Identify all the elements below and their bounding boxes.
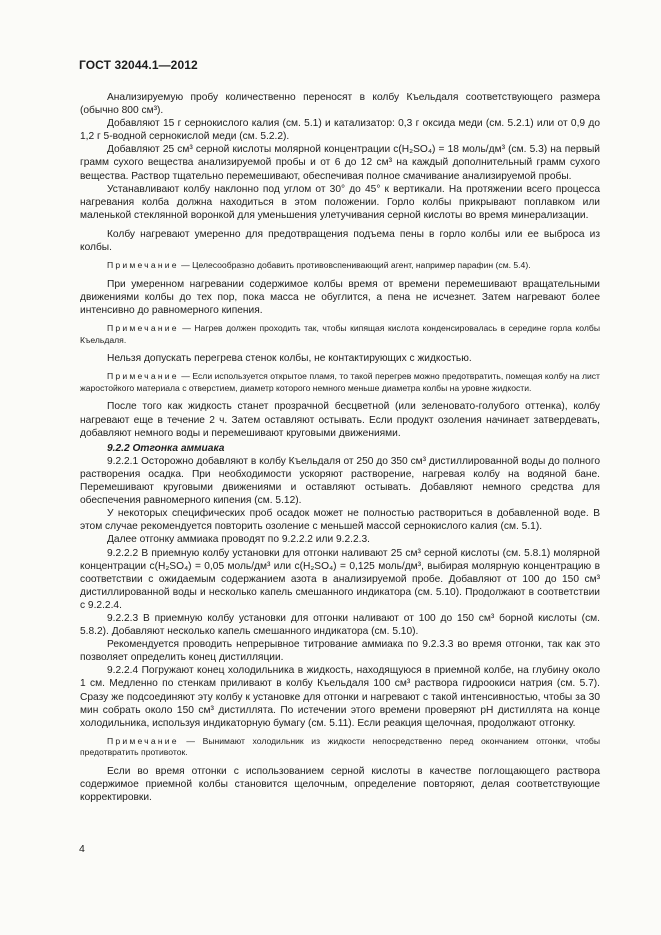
paragraph: При умеренном нагревании содержимое колбы время от времени перемешивают вращательными движениями колбы до тех пор, пока масса не обуглится, а пена не исчезнет. Затем нагревают более интенсивно до равномерного кипения. — [80, 278, 600, 316]
note — [80, 260, 600, 272]
note-label: Примечание — [107, 735, 179, 746]
page-number: 4 — [79, 843, 85, 855]
document-header: ГОСТ 32044.1—2012 — [79, 58, 198, 72]
note — [80, 371, 600, 394]
paragraph: У некоторых специфических проб осадок может не полностью раствориться в добавленной воде. В этом случае рекомендуется повторить озоление с меньшей массой сернокислого калия (см. 5.1). — [80, 508, 600, 533]
note-text: — Если используется открытое пламя, то такой перегрев можно предотвратить, помещая колбу на лист жаростойкого материала с отверстием, диаметр которого немного меньше диаметра колбы на уровне жидкости. — [80, 371, 600, 393]
paragraph: Рекомендуется проводить непрерывное титрование аммиака по 9.2.3.3 во время отгонки, так как это позволяет определить конец дистилляции. — [80, 639, 600, 664]
paragraph: Устанавливают колбу наклонно под углом от 30° до 45° к вертикали. На протяжении всего процесса нагревания колба должна находиться в этом положении. Горло колбы прикрывают поплавком или маленькой стеклянной воронкой для уменьшения улетучивания серной кислоты во время минерализации. — [80, 183, 600, 221]
paragraph: Добавляют 15 г сернокислого калия (см. 5.1) и катализатор: 0,3 г оксида меди (см. 5.2.1) или от 0,9 до 1,2 г 5-водной сернокислой меди (см. 5.2.2). — [80, 118, 600, 143]
paragraph: 9.2.2.3 В приемную колбу установки для отгонки наливают от 100 до 150 см³ борной кислоты (см. 5.8.2). Добавляют несколько капель смешанного индикатора (см. 5.10). — [80, 612, 600, 638]
paragraph: Далее отгонку аммиака проводят по 9.2.2.2 или 9.2.2.3. — [107, 534, 370, 546]
note — [80, 736, 600, 759]
document-body — [80, 91, 600, 804]
paragraph: Анализируемую пробу количественно переносят в колбу Къельдаля соответствующего размера (обычно 800 см³). — [80, 92, 600, 117]
paragraph: Колбу нагревают умеренно для предотвращения подъема пены в горло колбы или ее выброса из колбы. — [80, 228, 600, 254]
paragraph: После того как жидкость станет прозрачной бесцветной (или зеленовато-голубого оттенка), колбу нагревают еще в течение 2 ч. Затем оставляют остывать. Если продукт озоления начинает затвердевать, добавляют немного воды и перемешивают круговыми движениями. — [80, 401, 600, 439]
paragraph: Если во время отгонки с использованием серной кислоты в качестве поглощающего раствора содержимое приемной колбы становится щелочным, определение повторяют, делая соответствующие корректировки. — [80, 766, 600, 804]
note-label: Примечание — [107, 260, 179, 271]
paragraph: 9.2.2.4 Погружают конец холодильника в жидкость, находящуюся в приемной колбе, на глубину около 1 см. Медленно по стенкам приливают в колбу Къельдаля 100 см³ раствора гидроокиси натрия (см. 5.7). Сразу же подсоединяют эту колбу к установке для отгонки и нагревают с такой интенсивностью, чтобы за 30 мин собрать около 150 см³ дистиллята. По истечении этого времени проверяют pH дистиллята на конце холодильника, используя индикаторную бумагу (см. 5.11). Если реакция щелочная, продолжают отгонку. — [80, 665, 600, 729]
paragraph: Добавляют 25 см³ серной кислоты молярной концентрации c(H₂SO₄) = 18 моль/дм³ (см. 5.3) на первый грамм сухого вещества анализируемой пробы и от 6 до 12 см³ на каждый дополнительный грамм сухого вещества. Раствор тщательно перемешивают, обеспечивая полное смачивание анализируемой пробы. — [80, 144, 600, 182]
note-label: Примечание — [107, 371, 179, 382]
paragraph: 9.2.2.2 В приемную колбу установки для отгонки наливают 25 см³ серной кислоты (см. 5.8.1) молярной концентрации c(H₂SO₄) = 0,05 моль/дм³ или c(H₂SO₄) = 0,125 моль/дм³, выбирая молярную концентрацию в соответствии с ожидаемым содержанием азота в анализируемой пробе. Добавляют от 100 до 150 см³ дистиллированной воды и несколько капель смешанного индикатора (см. 5.10). Продолжают в соответствии с 9.2.2.4. — [80, 547, 600, 611]
section-heading: 9.2.2 Отгонка аммиака — [107, 442, 225, 454]
note-text: — Нагрев должен проходить так, чтобы кипящая кислота конденсировалась в середине горла колбы Къельдаля. — [80, 323, 600, 345]
paragraph: 9.2.2.1 Осторожно добавляют в колбу Къельдаля от 250 до 350 см³ дистиллированной воды до полного растворения осадка. При необходимости ускоряют растворение, нагревая колбу на водяной бане. Перемешивают круговыми движениями и оставляют остывать. Добавляют немного средства для обеспечения равномерного кипения (см. 5.12). — [80, 455, 600, 507]
note-label: Примечание — [107, 323, 179, 333]
note — [80, 323, 600, 346]
note-text: — Вынимают холодильник из жидкости непосредственно перед окончанием отгонки, чтобы предотвратить противоток. — [80, 735, 600, 758]
paragraph: Нельзя допускать перегрева стенок колбы, не контактирующих с жидкостью. — [107, 353, 472, 365]
note-text: — Целесообразно добавить противовспенивающий агент, например парафин (см. 5.4). — [178, 260, 531, 271]
